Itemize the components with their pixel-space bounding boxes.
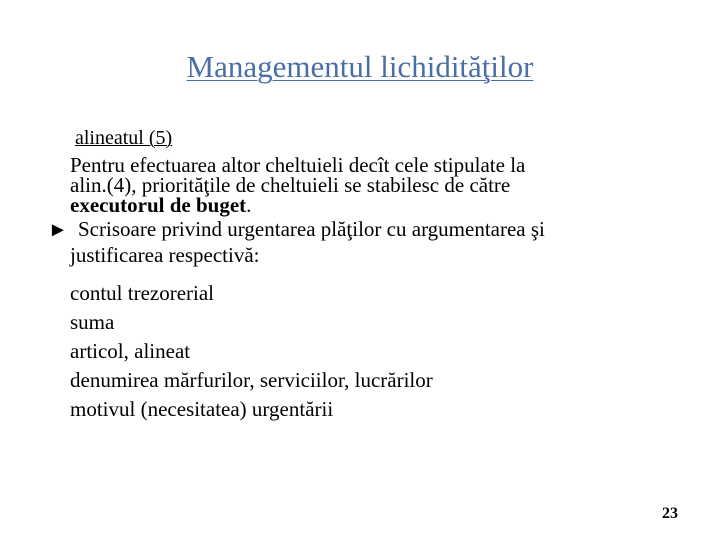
paragraph-period: . [246,193,252,217]
paragraph-line-2: alin.(4), priorităţile de cheltuieli se stabilesc de către [70,173,511,197]
page-number: 23 [662,505,678,522]
requirements-list [70,279,670,424]
subheading: alineatul (5) [75,127,173,149]
executor-emphasis: executorul de buget [70,193,247,217]
body-text [48,153,670,424]
bullet-text-1: Scrisoare privind urgentarea plăţilor cu argumentarea şi [78,217,545,241]
slide-title: Managementul lichidităţilor [186,49,534,84]
paragraph-line-3 [70,195,670,215]
paragraph-line-1: Pentru efectuarea altor cheltuieli decît cele stipulate la [70,153,526,177]
bullet-line-1 [48,215,670,245]
list-item: suma [70,310,115,334]
bullet-line-2: justificarea respectivă: [70,243,260,267]
arrow-bullet-icon: ► [48,219,68,241]
list-item: denumirea mărfurilor, serviciilor, lucrărilor [70,368,433,392]
list-item: contul trezorerial [70,281,215,305]
list-item: articol, alineat [70,339,191,363]
list-item: motivul (necesitatea) urgentării [70,397,334,421]
